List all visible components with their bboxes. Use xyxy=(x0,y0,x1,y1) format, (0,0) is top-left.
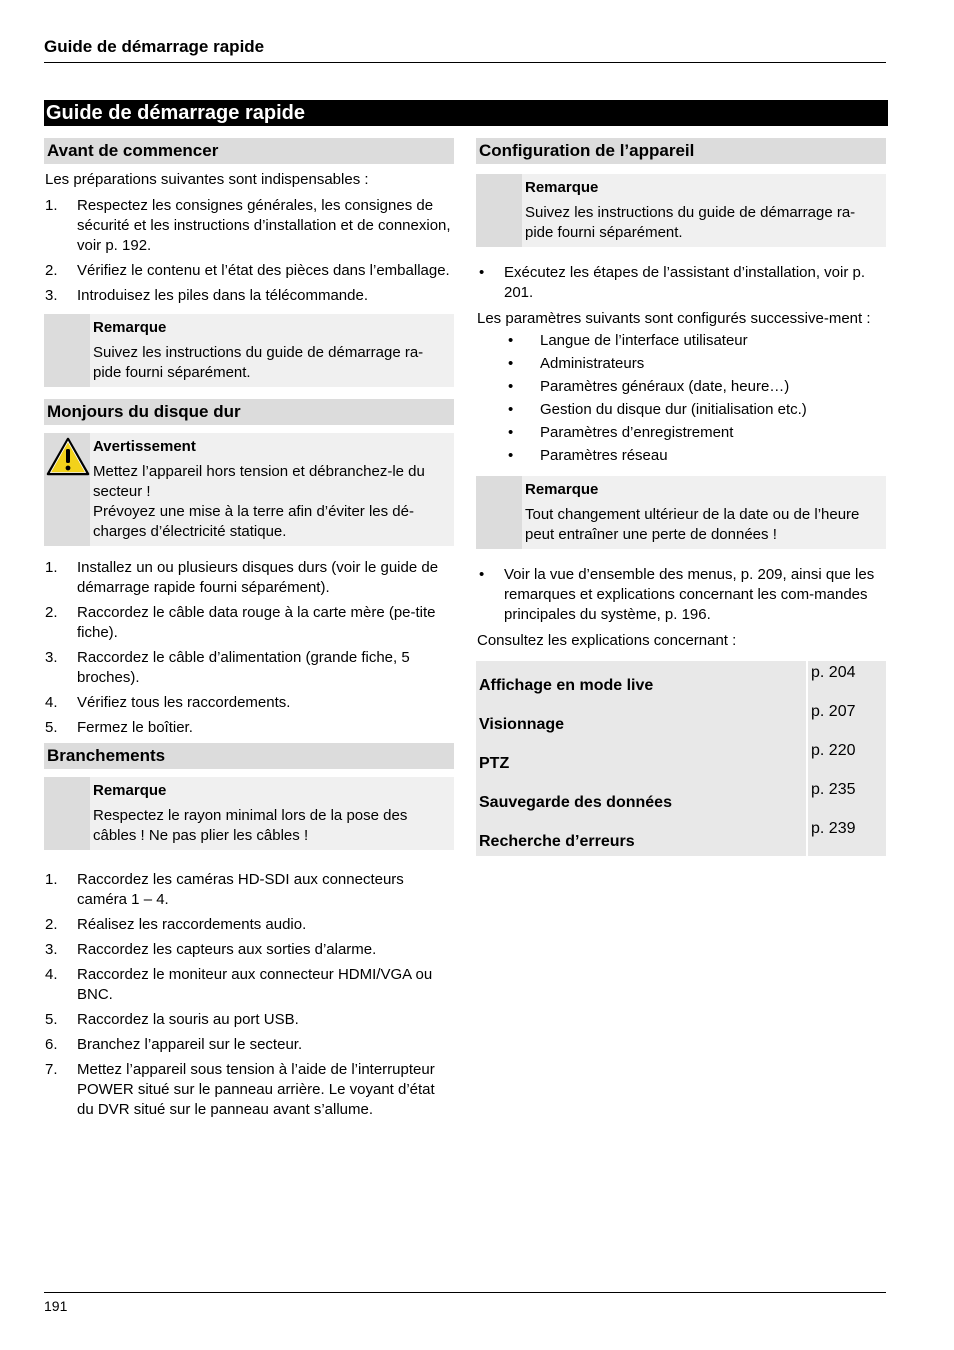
note-text: Tout changement ultérieur de la date ou de l’heure peut entraîner une perte de données ! xyxy=(525,506,860,543)
note-title: Remarque xyxy=(525,481,599,498)
heading-avant: Avant de commencer xyxy=(44,138,454,164)
consult-text: Consultez les explications concernant : xyxy=(477,632,737,649)
avant-intro: Les préparations suivantes sont indispensables : xyxy=(45,171,369,188)
params-intro: Les paramètres suivants sont configurés successive-ment : xyxy=(477,310,871,327)
warning-title: Avertissement xyxy=(93,438,196,455)
list-item: • Voir la vue d’ensemble des menus, p. 209, ainsi que les remarques et explications concernant les com-mandes principales du système, p. 196. xyxy=(476,565,886,625)
ref-label: Recherche d’erreurs xyxy=(476,817,807,856)
list-item: • Langue de l’interface utilisateur xyxy=(476,331,886,351)
list-item: • Paramètres réseau xyxy=(476,446,886,466)
ref-label: Sauvegarde des données xyxy=(476,778,807,817)
list-item: 2. Réalisez les raccordements audio. xyxy=(45,916,307,933)
page-title: Guide de démarrage rapide xyxy=(44,100,888,126)
list-item: • Paramètres d’enregistrement xyxy=(476,423,886,443)
warning-text-2: Prévoyez une mise à la terre afin d’éviter les dé-charges d’électricité statique. xyxy=(93,503,414,540)
note-gutter xyxy=(44,777,90,850)
list-item: 4. Raccordez le moniteur aux connecteur HDMI/VGA ou BNC. xyxy=(45,966,433,1003)
ref-page: p. 220 xyxy=(811,742,856,759)
ref-label: Affichage en mode live xyxy=(476,661,807,700)
table-row xyxy=(476,817,886,856)
page-number: 191 xyxy=(44,1298,68,1314)
table-row xyxy=(476,661,886,700)
list-item: • Exécutez les étapes de l’assistant d’installation, voir p. 201. xyxy=(476,263,886,303)
params-list xyxy=(476,331,886,466)
list-item: 2. Raccordez le câble data rouge à la carte mère (pe-tite fiche). xyxy=(45,604,436,641)
reference-table xyxy=(476,661,886,856)
list-item: 3. Raccordez les capteurs aux sorties d’alarme. xyxy=(45,941,377,958)
note-gutter xyxy=(44,314,90,387)
list-item: 1. Raccordez les caméras HD-SDI aux connecteurs caméra 1 – 4. xyxy=(45,871,404,908)
right-column xyxy=(476,138,886,856)
page-footer xyxy=(44,1292,886,1316)
list-item: 3. Raccordez le câble d’alimentation (grande fiche, 5 broches). xyxy=(45,649,410,686)
table-row xyxy=(476,700,886,739)
note-box xyxy=(44,777,454,850)
list-item: 3. Introduisez les piles dans la télécommande. xyxy=(45,287,368,304)
config-bullet-1 xyxy=(476,263,886,303)
note-gutter xyxy=(476,476,522,549)
ref-label: PTZ xyxy=(476,739,807,778)
heading-configuration: Configuration de l’appareil xyxy=(476,138,886,164)
note-text: Respectez le rayon minimal lors de la pose des câbles ! Ne pas plier les câbles ! xyxy=(93,807,408,844)
list-item: 1. Respectez les consignes générales, les consignes de sécurité et les instructions d’installation et de connexion, voir p. 192. xyxy=(45,197,451,254)
heading-branchements: Branchements xyxy=(44,743,454,769)
note-box xyxy=(44,314,454,387)
list-item: 6. Branchez l’appareil sur le secteur. xyxy=(45,1036,303,1053)
ref-page: p. 239 xyxy=(811,820,856,837)
list-item: 5. Fermez le boîtier. xyxy=(45,719,193,736)
list-item: 1. Installez un ou plusieurs disques durs (voir le guide de démarrage rapide fourni séparément). xyxy=(45,559,439,596)
ref-label: Visionnage xyxy=(476,700,807,739)
list-item: • Paramètres généraux (date, heure…) xyxy=(476,377,886,397)
config-bullet-2 xyxy=(476,565,886,625)
warning-text-1: Mettez l’appareil hors tension et débranchez-le du secteur ! xyxy=(93,463,425,500)
list-item: • Gestion du disque dur (initialisation etc.) xyxy=(476,400,886,420)
note-title: Remarque xyxy=(93,782,167,799)
warning-box xyxy=(44,433,454,546)
list-item: • Administrateurs xyxy=(476,354,886,374)
left-column xyxy=(44,138,454,1125)
heading-disque: Monjours du disque dur xyxy=(44,399,454,425)
note-title: Remarque xyxy=(525,179,599,196)
note-text: Suivez les instructions du guide de démarrage ra-pide fourni séparément. xyxy=(93,344,424,381)
table-row xyxy=(476,778,886,817)
note-text: Suivez les instructions du guide de démarrage ra-pide fourni séparément. xyxy=(525,204,856,241)
note-box xyxy=(476,476,886,549)
list-item: 5. Raccordez la souris au port USB. xyxy=(45,1011,299,1028)
branchements-steps xyxy=(44,870,454,1120)
note-gutter xyxy=(476,174,522,247)
avant-steps xyxy=(44,196,454,306)
ref-page: p. 204 xyxy=(811,664,856,681)
list-item: 2. Vérifiez le contenu et l’état des pièces dans l’emballage. xyxy=(45,262,450,279)
disque-steps xyxy=(44,558,454,738)
warning-triangle-icon xyxy=(46,437,90,477)
note-title: Remarque xyxy=(93,319,167,336)
ref-page: p. 207 xyxy=(811,703,856,720)
ref-page: p. 235 xyxy=(811,781,856,798)
table-row xyxy=(476,739,886,778)
running-header: Guide de démarrage rapide xyxy=(44,36,886,63)
note-box xyxy=(476,174,886,247)
list-item: 7. Mettez l’appareil sous tension à l’aide de l’interrupteur POWER situé sur le panneau arrière. Le voyant d’état du DVR situé sur le panneau avant s’allume. xyxy=(45,1061,435,1118)
list-item: 4. Vérifiez tous les raccordements. xyxy=(45,694,291,711)
